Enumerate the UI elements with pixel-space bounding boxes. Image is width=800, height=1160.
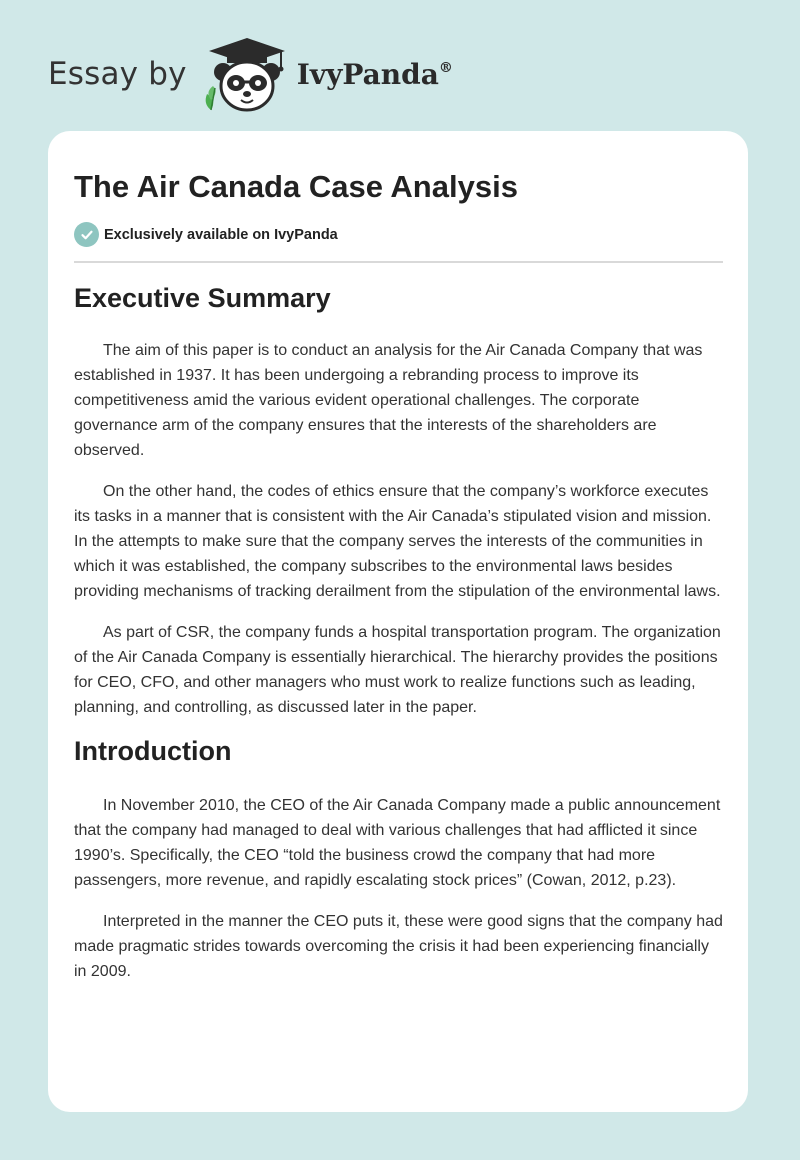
check-circle-icon bbox=[74, 222, 99, 247]
exclusive-badge bbox=[74, 222, 338, 247]
panda-graduate-icon[interactable] bbox=[201, 34, 293, 114]
section-heading: Introduction bbox=[74, 736, 232, 766]
page-title: The Air Canada Case Analysis bbox=[74, 169, 518, 204]
divider bbox=[74, 261, 723, 263]
site-header bbox=[48, 34, 453, 114]
brand-text: IvyPanda bbox=[296, 57, 439, 91]
paragraph: The aim of this paper is to conduct an analysis for the Air Canada Company that was established in 1937. It has been undergoing a rebranding process to improve its competitiveness amid the various evident operational challenges. The corporate governance arm of the company ensures that the interests of the shareholders are observed. bbox=[74, 342, 703, 459]
paragraph: On the other hand, the codes of ethics ensure that the company’s workforce executes its tasks in a manner that is consistent with the Air Canada’s stipulated vision and mission. In the attempts to make sure that the company serves the interests of the communities in which it was established, the company subscribes to the environmental laws besides providing mechanisms of tracking derailment from the stipulation of the environmental laws. bbox=[74, 483, 721, 600]
section-heading: Executive Summary bbox=[74, 283, 331, 313]
essay-by-label: Essay by bbox=[48, 56, 187, 92]
document-card bbox=[48, 131, 748, 1112]
badge-label: Exclusively available on IvyPanda bbox=[104, 226, 338, 243]
registered-mark: ® bbox=[438, 59, 453, 76]
paragraph: In November 2010, the CEO of the Air Canada Company made a public announcement that the company had managed to deal with various challenges that had afflicted it since 1990’s. Specifically, the CEO “told the business crowd the company that had more passengers, more revenue, and rapidly escalating stock prices” (Cowan, 2012, p.23). bbox=[74, 797, 721, 889]
brand-name[interactable] bbox=[297, 58, 453, 91]
paragraph: As part of CSR, the company funds a hospital transportation program. The organization of the Air Canada Company is essentially hierarchical. The hierarchy provides the positions for CEO, CFO, and other managers who must work to realize functions such as leading, planning, and controlling, as discussed later in the paper. bbox=[74, 624, 721, 716]
paragraph: Interpreted in the manner the CEO puts it, these were good signs that the company had made pragmatic strides towards overcoming the crisis it had been experiencing financially in 2009. bbox=[74, 913, 723, 980]
document-body bbox=[74, 283, 723, 1000]
